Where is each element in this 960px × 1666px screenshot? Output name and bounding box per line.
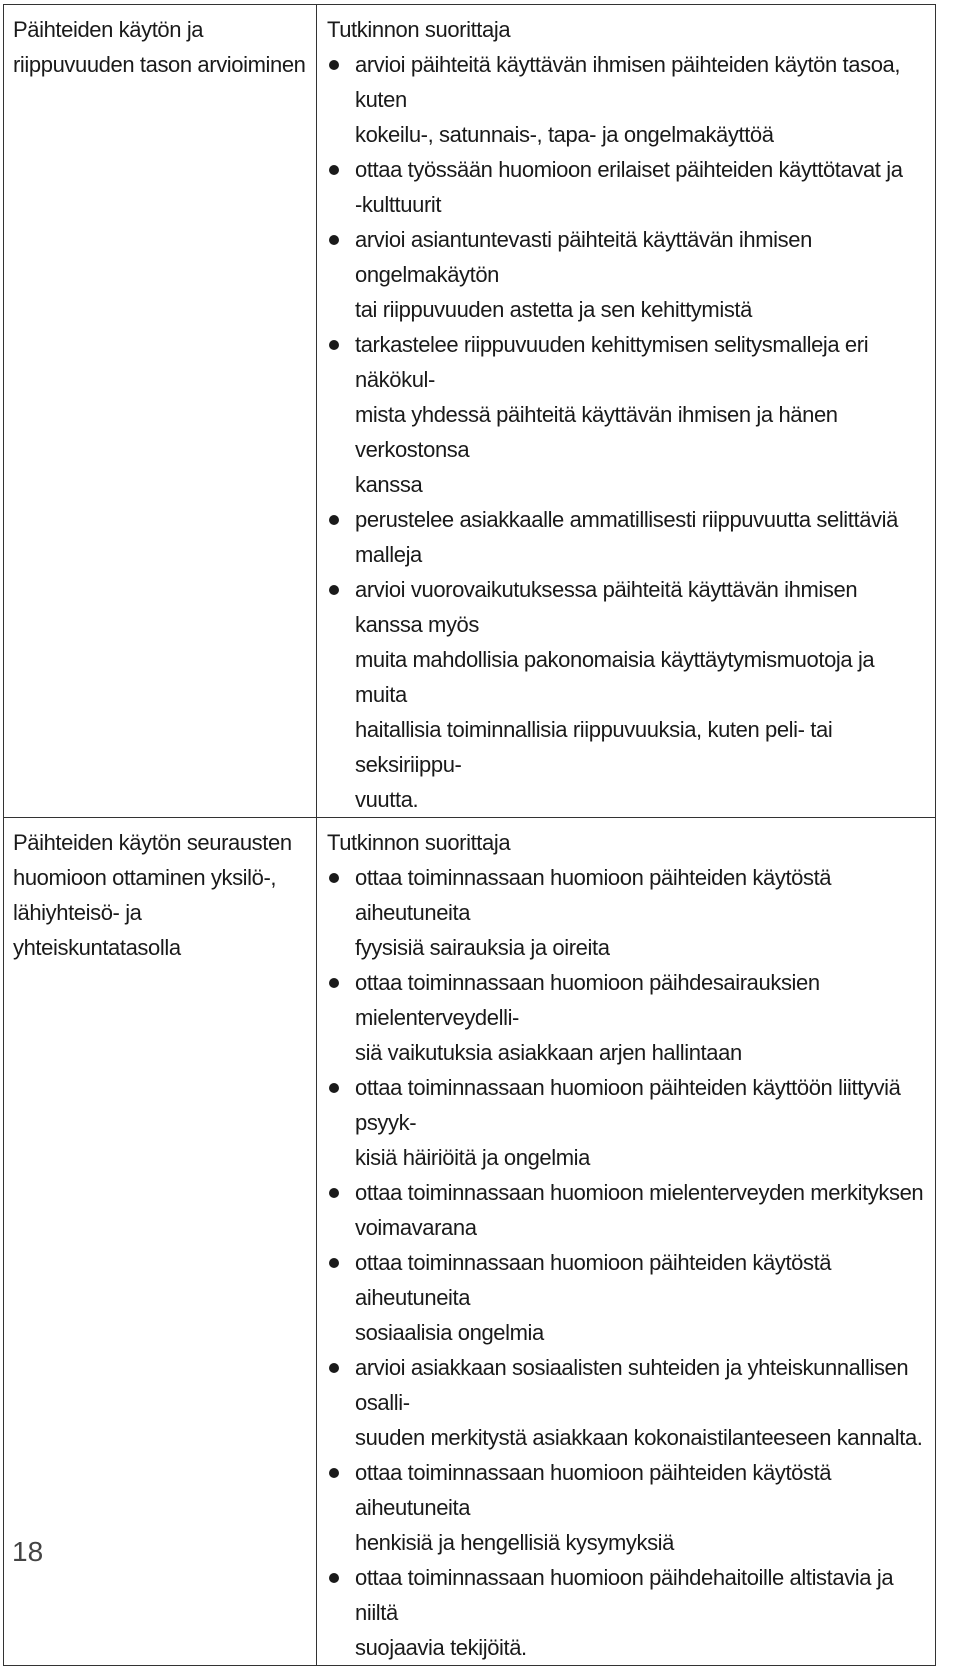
requirement-line: ottaa toiminnassaan huomioon päihteiden käyttöön liittyviä psyyk- [355,1075,901,1135]
requirement-line: ottaa työssään huomioon erilaiset päihteiden käyttötavat ja [355,157,903,182]
bullet-icon [329,585,339,595]
requirement-line: arvioi asiakkaan sosiaalisten suhteiden ja yhteiskunnallisen osalli- [355,1355,909,1415]
requirement-item [327,47,925,152]
requirement-item [327,1560,925,1665]
requirement-line: mista yhdessä päihteitä käyttävän ihmisen ja hänen verkostonsa [355,402,838,462]
bullet-icon [329,340,339,350]
requirement-line: arvioi päihteitä käyttävän ihmisen päihteiden käytön tasoa, kuten [355,52,901,112]
criterion-title-line: riippuvuuden tason arvioiminen [13,52,306,77]
requirements-cell [317,818,936,1666]
requirement-line: arvioi vuorovaikutuksessa päihteitä käyttävän ihmisen kanssa myös [355,577,858,637]
criterion-title-line: lähiyhteisö- ja yhteiskuntatasolla [13,900,181,960]
requirement-line: perustelee asiakkaalle ammatillisesti riippuvuutta selittäviä malleja [355,507,898,567]
criteria-row [4,5,936,818]
requirement-item [327,1070,925,1175]
requirement-list [327,47,925,817]
requirement-item [327,222,925,327]
criterion-cell [4,818,317,1666]
bullet-icon [329,1188,339,1198]
requirement-line: ottaa toiminnassaan huomioon mielenterveyden merkityksen [355,1180,924,1205]
bullet-icon [329,978,339,988]
requirement-line: siä vaikutuksia asiakkaan arjen hallintaan [355,1040,742,1065]
requirement-item [327,1455,925,1560]
requirement-line: tarkastelee riippuvuuden kehittymisen selitysmalleja eri näkökul- [355,332,869,392]
requirement-line: kisiä häiriöitä ja ongelmia [355,1145,590,1170]
requirement-line: ottaa toiminnassaan huomioon päihteiden käytöstä aiheutuneita [355,1250,832,1310]
criterion-title-line: Päihteiden käytön ja [13,17,204,42]
bullet-icon [329,235,339,245]
requirement-line: kokeilu-, satunnais-, tapa- ja ongelmakäyttöä [355,122,774,147]
requirement-line: ottaa toiminnassaan huomioon päihteiden käytöstä aiheutuneita [355,865,832,925]
requirements-cell [317,5,936,818]
requirement-line: fyysisiä sairauksia ja oireita [355,935,610,960]
bullet-icon [329,873,339,883]
requirement-item [327,1175,925,1245]
requirement-line: -kulttuurit [355,192,442,217]
requirement-line: arvioi asiantuntevasti päihteitä käyttävän ihmisen ongelmakäytön [355,227,812,287]
requirement-line: henkisiä ja hengellisiä kysymyksiä [355,1530,674,1555]
bullet-icon [329,165,339,175]
criteria-row [4,818,936,1666]
bullet-icon [329,60,339,70]
bullet-icon [329,1573,339,1583]
requirement-line: suojaavia tekijöitä. [355,1635,527,1660]
requirement-item [327,1245,925,1350]
requirement-item [327,965,925,1070]
requirement-line: suuden merkitystä asiakkaan kokonaistilanteeseen kannalta. [355,1425,923,1450]
bullet-icon [329,1258,339,1268]
requirement-line: kanssa [355,472,423,497]
requirement-item [327,572,925,817]
criteria-table [3,4,936,1666]
requirement-line: ottaa toiminnassaan huomioon päihdehaitoille altistavia ja niiltä [355,1565,894,1625]
requirement-line: haitallisia toiminnallisia riippuvuuksia, kuten peli- tai seksiriippu- [355,717,833,777]
requirement-line: voimavarana [355,1215,477,1240]
criterion-cell [4,5,317,818]
requirement-line: sosiaalisia ongelmia [355,1320,544,1345]
requirement-item [327,860,925,965]
requirement-line: muita mahdollisia pakonomaisia käyttäytymismuotoja ja muita [355,647,875,707]
page-number: 18 [12,1536,44,1567]
requirement-item [327,502,925,572]
requirement-line: vuutta. [355,787,419,812]
requirement-line: ottaa toiminnassaan huomioon päihdesairauksien mielenterveydelli- [355,970,820,1030]
section-heading: Tutkinnon suorittaja [327,830,511,855]
requirement-list [327,860,925,1665]
requirement-item [327,152,925,222]
bullet-icon [329,1083,339,1093]
requirement-item [327,327,925,502]
bullet-icon [329,1468,339,1478]
bullet-icon [329,1363,339,1373]
criterion-title-line: huomioon ottaminen yksilö-, [13,865,277,890]
section-heading: Tutkinnon suorittaja [327,17,511,42]
bullet-icon [329,515,339,525]
requirement-line: ottaa toiminnassaan huomioon päihteiden käytöstä aiheutuneita [355,1460,832,1520]
criterion-title-line: Päihteiden käytön seurausten [13,830,292,855]
requirement-item [327,1350,925,1455]
criteria-table-body [4,5,936,1666]
requirement-line: tai riippuvuuden astetta ja sen kehittymistä [355,297,752,322]
